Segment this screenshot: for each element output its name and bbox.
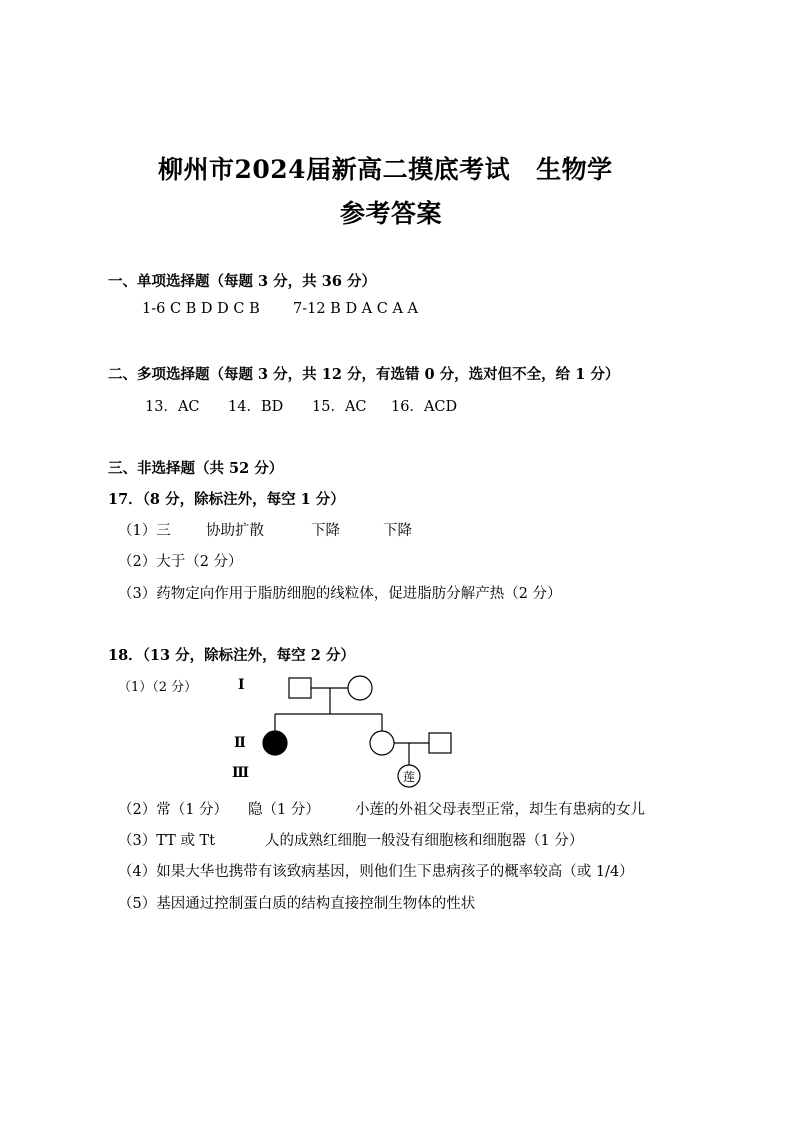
pedigree-diagram: [220, 670, 480, 795]
q18-a2-blank1: （2）常（1 分）: [118, 802, 229, 818]
page-subtitle: 参考答案: [340, 199, 443, 228]
gen1-father-square: [289, 678, 311, 698]
q18-a3-blank2: 人的成熟红细胞一般没有细胞核和细胞器（1 分）: [265, 833, 584, 849]
q18-a2-blank3: 小莲的外祖父母表型正常，却生有患病的女儿: [355, 802, 645, 818]
section2-answer-16: 16．ACD: [391, 399, 458, 415]
q18-a2-blank2: 隐（1 分）: [248, 802, 320, 818]
q17-a2: （2）大于（2 分）: [118, 554, 243, 570]
pedigree-gen2-label: Ⅱ: [234, 735, 246, 751]
q17-a1-blank2: 协助扩散: [206, 523, 264, 539]
q17-a3: （3）药物定向作用于脂肪细胞的线粒体，促进脂肪分解产热（2 分）: [118, 586, 562, 602]
section1-heading: 一、单项选择题（每题 3 分，共 36 分）: [108, 273, 376, 290]
q18-a4: （4）如果大华也携带有该致病基因，则他们生下患病孩子的概率较高（或 1/4）: [118, 864, 634, 880]
gen2-father-square: [429, 733, 451, 753]
q17-heading: 17．（8 分，除标注外，每空 1 分）: [108, 491, 345, 508]
section1-answers-a: 1-6 C B D D C B: [142, 301, 260, 317]
section2-heading: 二、多项选择题（每题 3 分，共 12 分，有选错 0 分，选对但不全，给 1 分）: [108, 366, 620, 383]
title-subject: 生物学: [536, 155, 613, 184]
section2-answer-13: 13．AC: [145, 399, 200, 415]
pedigree-gen3-label: Ⅲ: [232, 765, 250, 781]
q18-a5: （5）基因通过控制蛋白质的结构直接控制生物体的性状: [118, 896, 476, 912]
q18-a3-blank1: （3）TT 或 Tt: [118, 833, 216, 849]
gen3-proband-label: 莲: [402, 770, 416, 784]
section2-answer-14: 14．BD: [228, 399, 284, 415]
pedigree-gen1-label: I: [238, 677, 245, 693]
q17-a1-blank3: 下降: [311, 523, 340, 539]
section1-answers-b: 7-12 B D A C A A: [293, 301, 419, 317]
section3-heading: 三、非选择题（共 52 分）: [108, 460, 284, 477]
q18-a1: （1）（2 分）: [118, 680, 198, 695]
page-title: [158, 150, 613, 186]
section2-answer-15: 15．AC: [312, 399, 367, 415]
gen2-mother-circle: [370, 731, 394, 755]
title-main: 柳州市2024届新高二摸底考试: [158, 155, 511, 184]
gen2-affected-daughter: [263, 731, 287, 755]
q18-heading: 18．（13 分，除标注外，每空 2 分）: [108, 647, 355, 664]
gen1-mother-circle: [348, 676, 372, 700]
q17-a1-blank4: 下降: [383, 523, 412, 539]
q17-a1-blank1: （1）三: [118, 523, 171, 539]
